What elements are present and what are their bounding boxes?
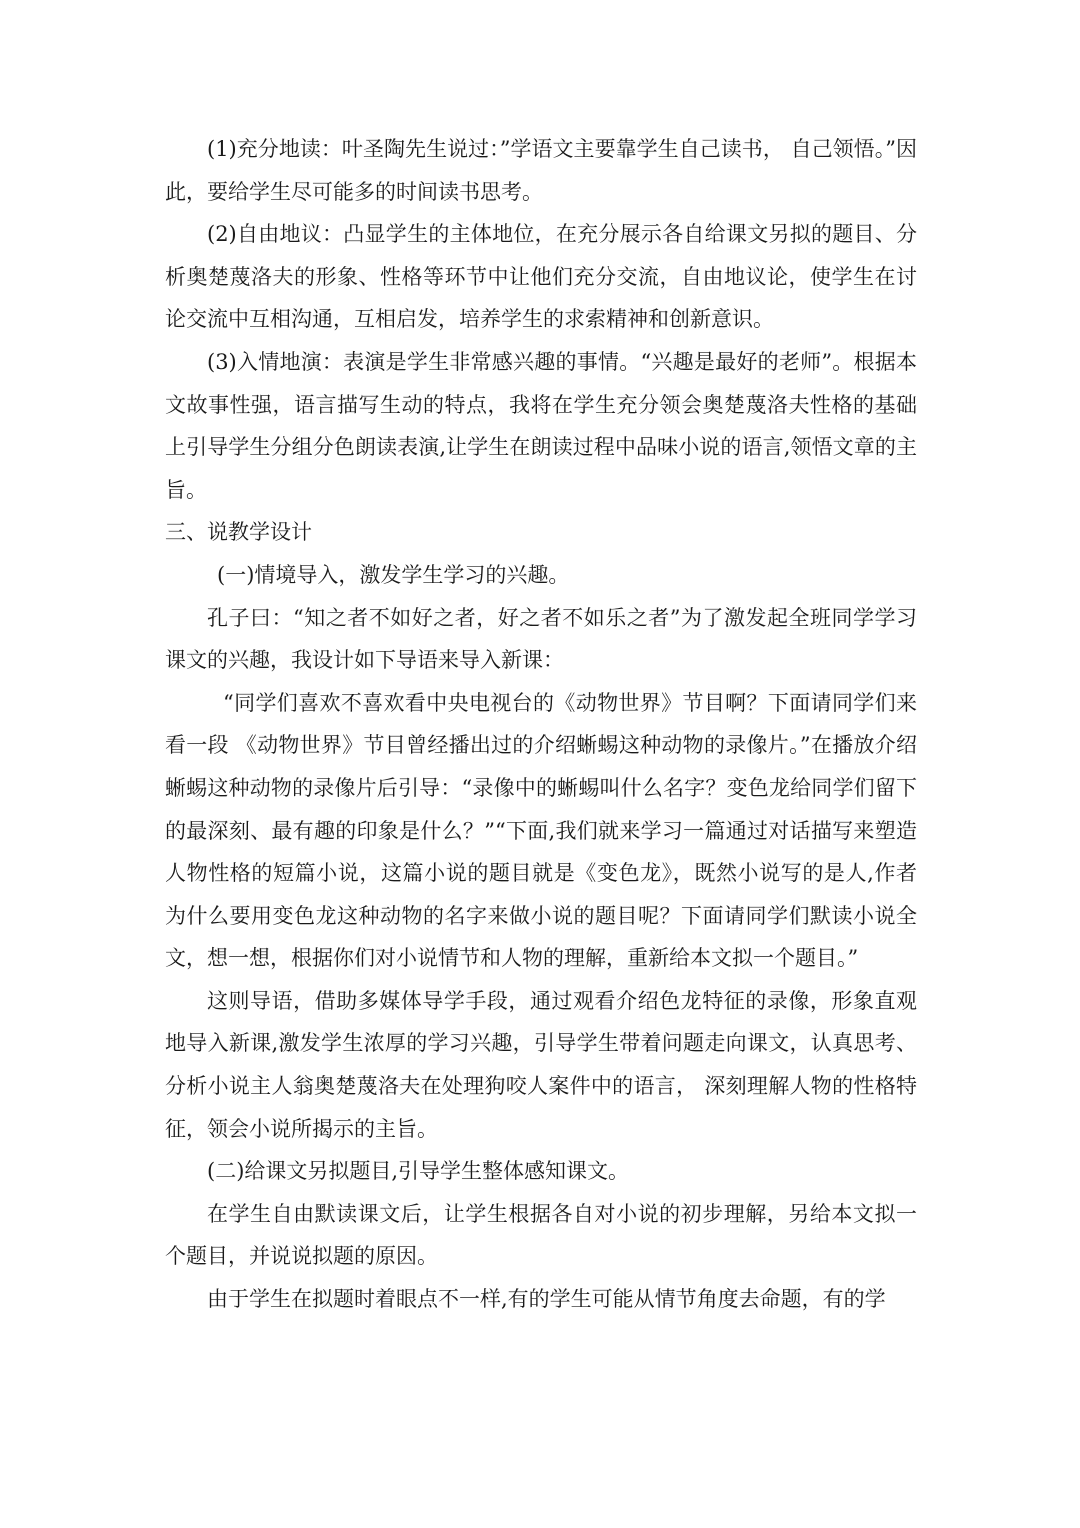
section-heading: 三、说教学设计 (165, 520, 312, 545)
paragraph-discussion: (2)自由地议：凸显学生的主体地位，在充分展示各自给课文另拟的题目、分析奥楚蔑洛夫的形象、性格等环节中让他们充分交流，自由地议论，使学生在讨论交流中互相沟通，互相启发，培养学生的求索精神和创新意识。 (165, 222, 917, 332)
paragraph-confucius: 孔子曰：“知之者不如好之者，好之者不如乐之者”为了激发起全班同学学习课文的兴趣，我设计如下导语来导入新课： (165, 605, 917, 673)
subsection-heading-intro: (一)情境导入，激发学生学习的兴趣。 (217, 562, 570, 587)
paragraph-lead-in-quote: “同学们喜欢不喜欢看中央电视台的《动物世界》节目啊？下面请同学们来看一段 《动物世界》节目曾经播出过的介绍蜥蜴这种动物的录像片。”在播放介绍蜥蜴这种动物的录像片后引导：“录像中的蜥蜴叫什么名字？变色龙给同学们留下的最深刻、最有趣的印象是什么？”“下面,我们就来学习一篇通过对话描写来塑造人物性格的短篇小说，这篇小说的题目就是《变色龙》，既然小说写的是人,作者为什么要用变色龙这种动物的名字来做小说的题目呢？下面请同学们默读小说全文，想一想，根据你们对小说情节和人物的理解，重新给本文拟一个题目。” (165, 690, 917, 971)
paragraph-retitle-task: 在学生自由默读课文后，让学生根据各自对小说的初步理解，另给本文拟一个题目，并说说拟题的原因。 (165, 1201, 917, 1269)
paragraph-reading: (1)充分地读：叶圣陶先生说过：”学语文主要靠学生自己读书， 自己领悟。”因此，要给学生尽可能多的时间读书思考。 (165, 137, 917, 204)
paragraph-performance: (3)入情地演：表演是学生非常感兴趣的事情。“兴趣是最好的老师”。根据本文故事性强，语言描写生动的特点，我将在学生充分领会奥楚蔑洛夫性格的基础上引导学生分组分色朗读表演,让学生在朗读过程中品味小说的语言,领悟文章的主旨。 (165, 349, 917, 502)
document-body (165, 128, 917, 1321)
paragraph-lead-in-analysis: 这则导语，借助多媒体导学手段，通过观看介绍色龙特征的录像，形象直观地导入新课,激发学生浓厚的学习兴趣，引导学生带着问题走向课文，认真思考、分析小说主人翁奥楚蔑洛夫在处理狗咬人案件中的语言， 深刻理解人物的性格特征，领会小说所揭示的主旨。 (165, 988, 917, 1141)
paragraph-retitle-perspective: 由于学生在拟题时着眼点不一样,有的学生可能从情节角度去命题，有的学 (207, 1287, 886, 1312)
subsection-heading-retitle: (二)给课文另拟题目,引导学生整体感知课文。 (207, 1159, 630, 1184)
